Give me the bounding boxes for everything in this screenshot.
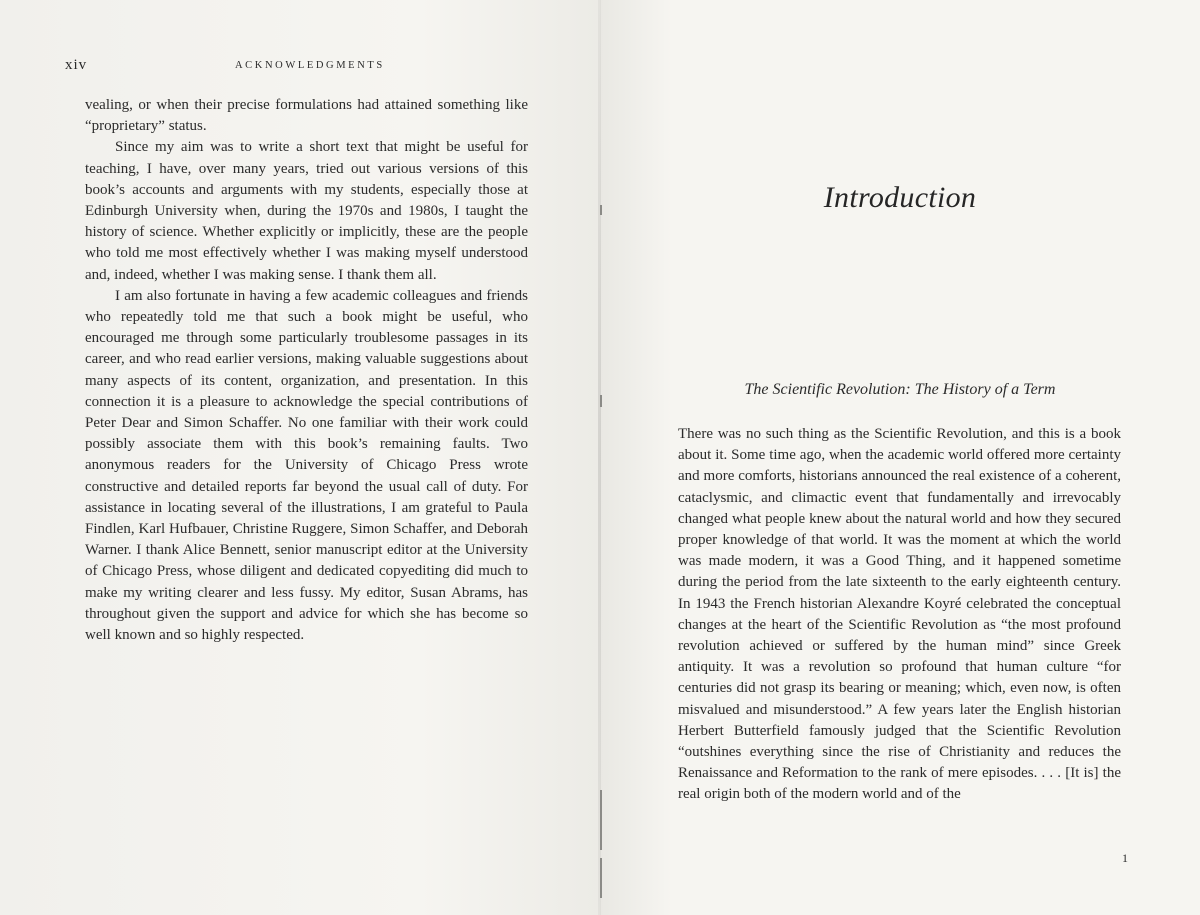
- gutter-shadow: [600, 790, 602, 850]
- paragraph: There was no such thing as the Scientific Revolution, and this is a book about it. Some time ago, when the academic world offered more certainty and more comforts, historians announced the real existence of a coherent, cataclysmic, and climactic event that fundamentally and irrevocably changed what people knew about the natural world and how they secured proper knowledge of that world. It was the moment at which the world was made modern, it was a Good Thing, and it happened sometime during the period from the late sixteenth to the early eighteenth century. In 1943 the French historian Alexandre Koyré celebrated the conceptual changes at the heart of the Scientific Revolution as “the most profound revolution achieved or suffered by the human mind” since Greek antiquity. It was a revolution so profound that human culture “for centuries did not grasp its bearing or meaning; which, even now, is often misvalued and misunderstood.” A few years later the English historian Herbert Butterfield famously judged that the Scientific Revolution “outshines everything since the rise of Christianity and reduces the Renaissance and Reformation to the rank of mere episodes. . . . [It is] the real origin both of the modern world and of the: [678, 426, 1121, 803]
- running-head: ACKNOWLEDGMENTS: [235, 60, 385, 71]
- page-number-right: 1: [1122, 851, 1128, 865]
- gutter-shadow: [600, 858, 602, 898]
- paragraph: Since my aim was to write a short text that might be useful for teaching, I have, over many years, tried out various versions of this book’s accounts and arguments with my students, especially those at Edinburgh University when, during the 1970s and 1980s, I taught the history of science. Whether explicitly or implicitly, these are the people who told me most effectively whether I was making myself understood and, indeed, whether I was making sense. I thank them all.: [85, 139, 528, 283]
- section-title: The Scientific Revolution: The History of a Term: [744, 381, 1056, 398]
- paragraph: I am also fortunate in having a few academic colleagues and friends who repeatedly told me that such a book might be useful, who encouraged me through some particularly troublesome passages in its career, and who read earlier versions, making valuable suggestions about many aspects of its content, organization, and presentation. In this connection it is a pleasure to acknowledge the special contributions of Peter Dear and Simon Schaffer. No one familiar with their work could possibly associate them with this book’s remaining faults. Two anonymous readers for the University of Chicago Press wrote constructive and detailed reports far beyond the usual call of duty. For assistance in locating several of the illustrations, I am grateful to Paula Findlen, Karl Hufbauer, Christine Ruggere, Simon Schaffer, and Deborah Warner. I thank Alice Bennett, senior manuscript editor at the University of Chicago Press, whose diligent and dedicated copyediting did much to make my writing clearer and less fussy. My editor, Susan Abrams, has throughout given the support and advice for which she has become so well known and so highly respected.: [85, 287, 528, 644]
- paragraph: vealing, or when their precise formulations had attained something like “proprietary” status.: [85, 97, 528, 135]
- page-number-left: xiv: [65, 57, 88, 73]
- acknowledgments-text: [85, 95, 528, 646]
- book-gutter: [598, 0, 601, 915]
- introduction-text: [678, 424, 1121, 806]
- chapter-title: Introduction: [823, 181, 977, 214]
